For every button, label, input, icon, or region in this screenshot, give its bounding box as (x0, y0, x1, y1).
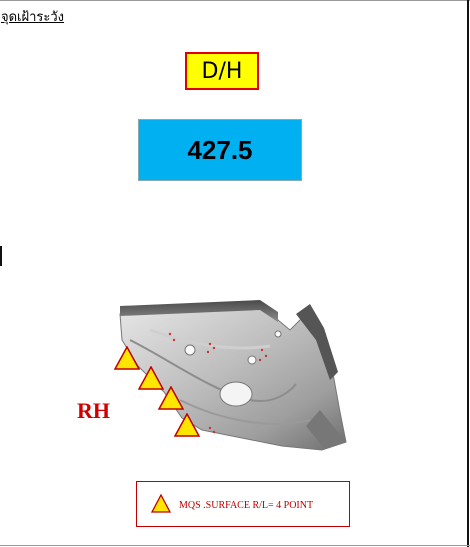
page-title: จุดเฝ้าระวัง (1, 10, 65, 25)
legend-text: MQS .SURFACE R/L= 4 POINT (179, 500, 314, 511)
left-edge-mark (0, 246, 2, 266)
measurement-box (138, 119, 302, 181)
dh-badge-label: D/H (201, 58, 243, 84)
frame-top-border (0, 0, 470, 1)
inspection-point-1-icon (114, 346, 140, 370)
side-label: RH (77, 398, 110, 423)
legend-box (136, 481, 350, 527)
frame-bottom-border (0, 545, 470, 546)
dh-badge (185, 52, 259, 90)
warning-triangle-icon (151, 494, 171, 513)
frame-right-border (467, 0, 469, 547)
measurement-value: 427.5 (187, 134, 253, 165)
inspection-point-4-icon (174, 413, 200, 437)
inspection-point-3-icon (158, 386, 184, 410)
